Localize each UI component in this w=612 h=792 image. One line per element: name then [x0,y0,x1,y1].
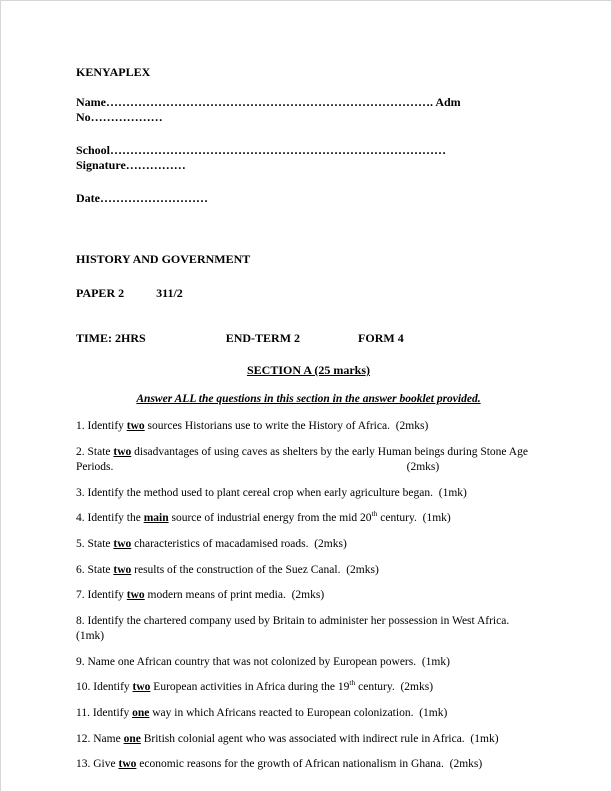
question-emphasis: two [113,537,132,550]
question [76,706,541,721]
question [76,655,541,670]
question-text: 6. State [76,563,114,576]
question-text: 10. Identify [76,681,133,694]
question [76,614,541,644]
question-emphasis: two [118,758,137,771]
question-emphasis: main [143,512,169,525]
question-text: 5. State [76,537,114,550]
time-allowed: TIME: 2HRS [76,331,146,345]
question [76,680,541,695]
question [76,563,541,578]
question [76,732,541,747]
paper-label: PAPER 2 [76,286,125,300]
paper-code: 311/2 [156,286,183,300]
question-text: 8. Identify the chartered company used by Britain to administer her possession in West Africa. (1mk) [76,614,515,643]
question-text: disadvantages of using caves as shelters by the early Human beings during Stone Age Periods. (2mks) [76,445,531,473]
section-heading: SECTION A (25 marks) [246,363,371,377]
date-field-line: Date……………………… [76,191,208,205]
question-text: modern means of print media. (2mks) [144,589,325,602]
form-label: FORM 4 [358,331,404,345]
question-text: 2. State [76,445,114,458]
paper-line [76,286,541,301]
question-emphasis: two [126,589,145,602]
question-text: 12. Name [76,732,124,745]
question-superscript: th [371,509,378,519]
question [76,445,541,475]
question-list [76,419,541,773]
question [76,419,541,434]
question-text: British colonial agent who was associated with indirect rule in Africa. (1mk) [140,732,499,745]
question-text: European activities in Africa during the 19 [150,681,350,694]
term-label: END-TERM 2 [225,331,301,345]
exam-meta-line [76,331,541,346]
question-text: sources Historians use to write the History of Africa. (2mks) [144,420,429,432]
question-text: characteristics of macadamised roads. (2mks) [131,537,347,550]
question-text: 13. Give [76,758,119,771]
question [76,511,541,526]
question [76,537,541,552]
question-emphasis: two [113,563,132,576]
question-text: century. (2mks) [355,681,434,694]
question-text: source of industrial energy from the mid 20 [168,512,372,525]
question-text: 7. Identify [76,589,127,602]
question-text: 1. Identify [76,420,127,432]
question-text: 11. Identify [76,707,133,720]
question [76,757,541,772]
question-text: way in which Africans reacted to European colonization. (1mk) [149,707,448,720]
question-emphasis: one [132,707,150,720]
question-superscript: th [349,678,356,688]
question-emphasis: two [113,445,132,458]
name-adm-field-line: Name………………………………………………………………………. Adm No……………… [76,95,464,124]
subject-title: HISTORY AND GOVERNMENT [76,252,251,266]
question-emphasis: two [132,681,151,694]
question-text: 3. Identify the method used to plant cereal crop when early agriculture began. (1mk) [76,486,467,499]
brand-heading: KENYAPLEX [76,65,151,79]
question-text: results of the construction of the Suez Canal. (2mks) [131,563,379,576]
question-text: 9. Name one African country that was not colonized by European powers. (1mk) [76,655,450,668]
section-instruction: Answer ALL the questions in this section in the answer booklet provided. [136,393,481,405]
question [76,486,541,501]
question-text: century. (1mk) [377,512,451,525]
question-emphasis: two [126,420,145,432]
question-emphasis: one [123,732,141,745]
question-text: economic reasons for the growth of African nationalism in Ghana. (2mks) [136,758,483,771]
school-signature-field-line: School…………………………………………………………………………Signature…………… [76,143,447,172]
question [76,588,541,603]
question-text: 4. Identify the [76,512,144,525]
